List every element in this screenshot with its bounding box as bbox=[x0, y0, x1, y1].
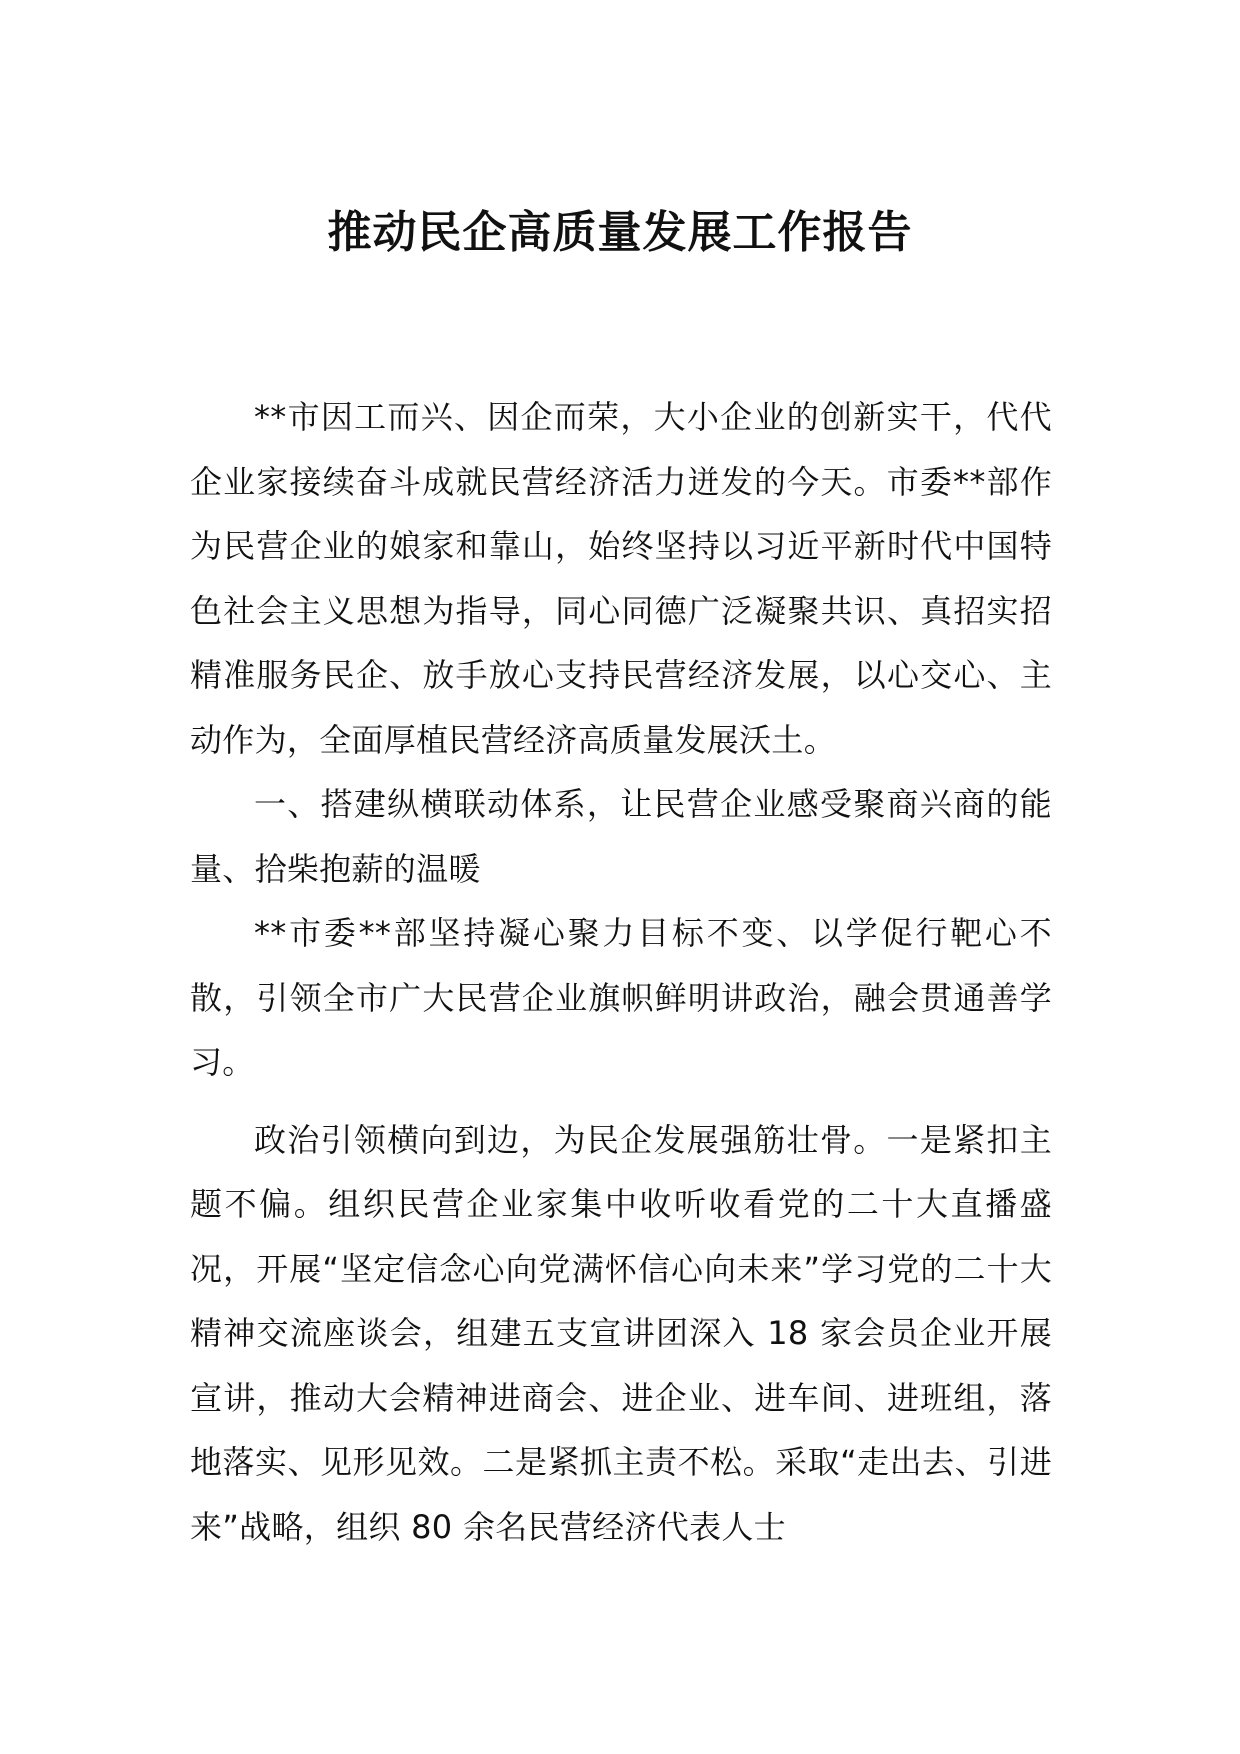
document-title: 推动民企高质量发展工作报告 bbox=[327, 207, 913, 258]
document-body bbox=[190, 385, 1052, 1559]
paragraph-intro: **市因工而兴、因企而荣，大小企业的创新实干，代代企业家接续奋斗成就民营经济活力迸发的今天。市委**部作为民营企业的娘家和靠山，始终坚持以习近平新时代中国特色社会主义思想为指导，同心同德广泛凝聚共识、真招实招精准服务民企、放手放心支持民营经济发展，以心交心、主动作为，全面厚植民营经济高质量发展沃土。 bbox=[190, 398, 1052, 759]
paragraph-political-guidance: 政治引领横向到边，为民企发展强筋壮骨。一是紧扣主题不偏。组织民营企业家集中收听收看党的二十大直播盛况，开展“坚定信念心向党满怀信心向未来”学习党的二十大精神交流座谈会，组建五支宣讲团深入 18 家会员企业开展宣讲，推动大会精神进商会、进企业、进车间、进班组，落地落实、见形见效。二是紧抓主责不松。采取“走出去、引进来”战略，组织 80 余名民营经济代表人士 bbox=[190, 1120, 1052, 1546]
paragraph-section-1-intro: **市委**部坚持凝心聚力目标不变、以学促行靶心不散，引领全市广大民营企业旗帜鲜明讲政治，融会贯通善学习。 bbox=[190, 914, 1052, 1081]
section-heading-1: 一、搭建纵横联动体系，让民营企业感受聚商兴商的能量、拾柴抱薪的温暖 bbox=[190, 785, 1052, 888]
